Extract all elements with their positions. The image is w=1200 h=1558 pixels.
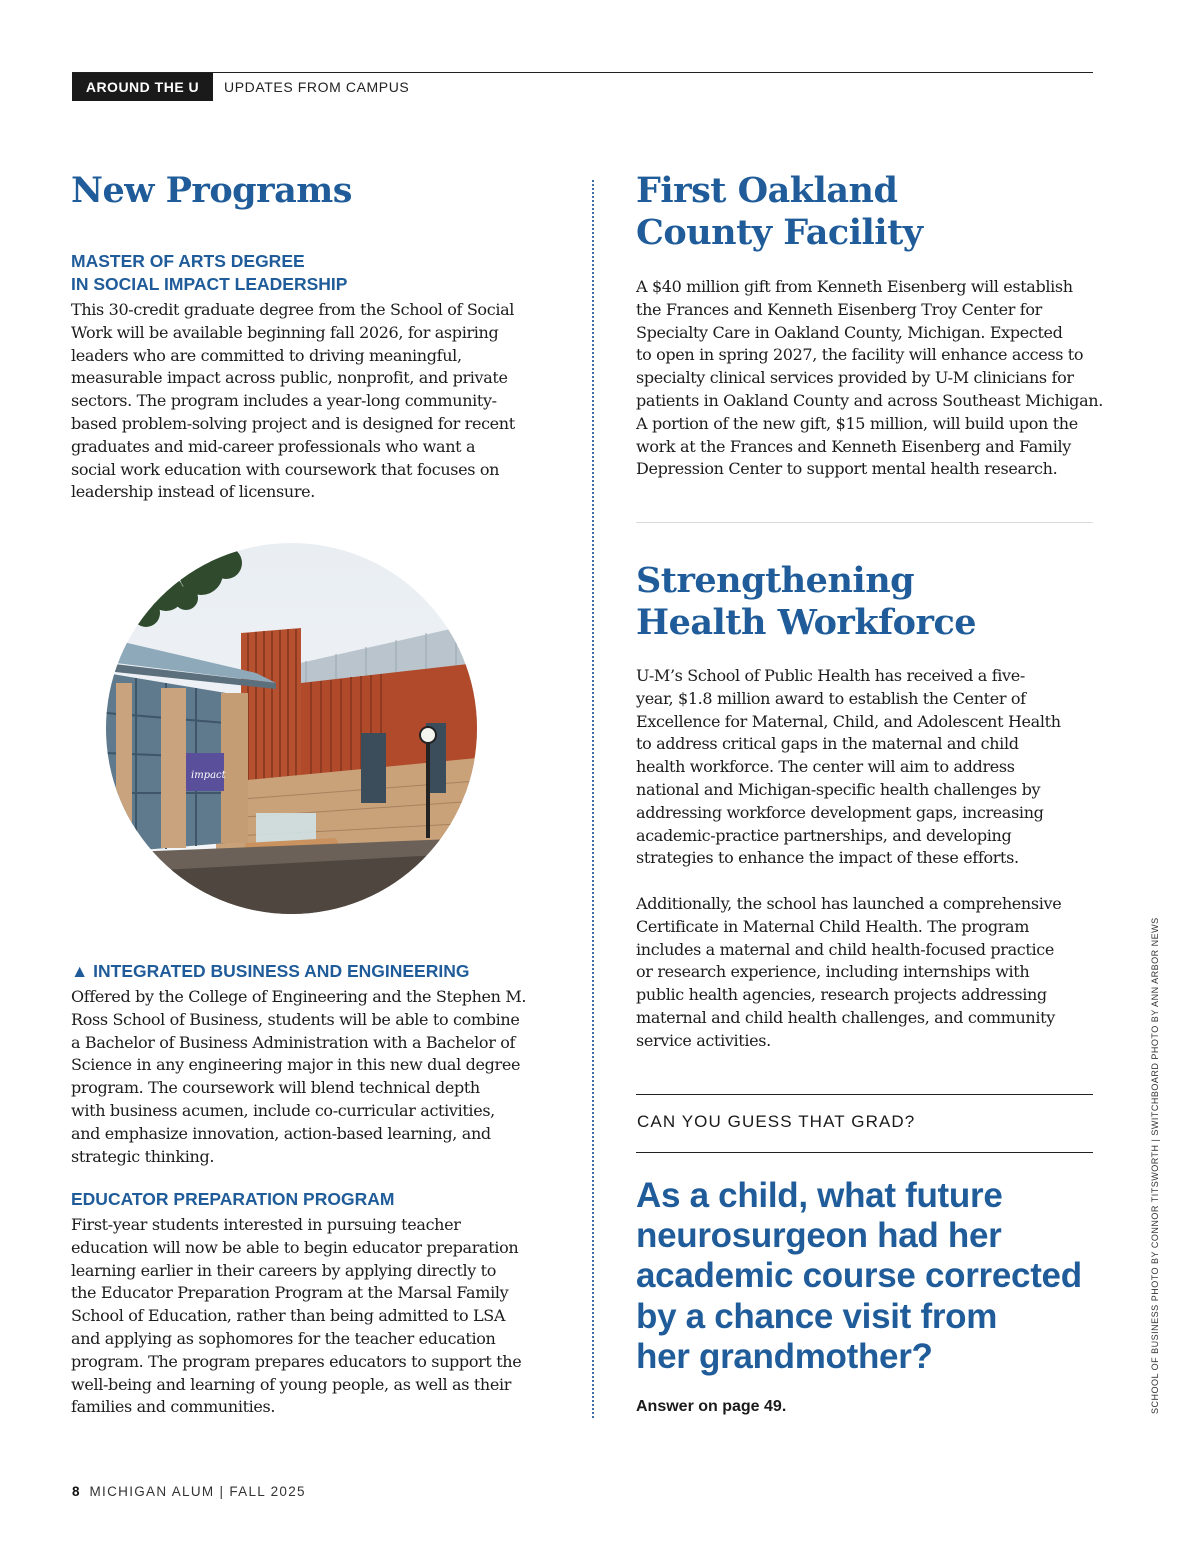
program-2-body: Offered by the College of Engineering and the Stephen M. Ross School of Business, students will be able to combine a Bachelor of Business Administration with a Bachelor of Science in any engineering major in this new dual degree program. The coursework will blend technical depth with business acumen, include co-curricular activities, and emphasize innovation, action-based learning, and strategic thinking. bbox=[71, 987, 527, 1166]
program-1-heading-line-1: MASTER OF ARTS DEGREE bbox=[71, 251, 305, 271]
section-tag: AROUND THE U bbox=[72, 73, 213, 101]
section-separator bbox=[636, 522, 1093, 523]
column-divider bbox=[592, 180, 594, 1418]
workforce-body-2: Additionally, the school has launched a comprehensive Certificate in Maternal Child Health. The program includes a maternal and child health-focused practice or research experience, including internships with public health agencies, research projects addressing maternal and child health challenges, and community service activities. bbox=[636, 894, 1062, 1050]
publication-name: MICHIGAN ALUM | FALL 2025 bbox=[89, 1484, 306, 1499]
photo-credit: SCHOOL OF BUSINESS PHOTO BY CONNOR TITSWORTH | SWITCHBOARD PHOTO BY ANN ARBOR NEWS bbox=[1150, 917, 1160, 1414]
workforce-title: Strengthening Health Workforce bbox=[636, 560, 977, 643]
quiz-top-rule bbox=[636, 1094, 1093, 1095]
oakland-body: A $40 million gift from Kenneth Eisenberg will establish the Frances and Kenneth Eisenberg Troy Center for Specialty Care in Oakland County, Michigan. Expected to open in spring 2027, the facility will enhance access to specialty clinical services provided by U-M clinicians for patients in Oakland County and across Southeast Michigan. A portion of the new gift, $15 million, will build upon the work at the Frances and Kenneth Eisenberg and Family Depression Center to support mental health research. bbox=[636, 277, 1103, 479]
svg-text:impact: impact bbox=[191, 770, 226, 781]
quiz-answer-note: Answer on page 49. bbox=[636, 1398, 787, 1415]
program-1-body: This 30-credit graduate degree from the School of Social Work will be available beginning fall 2026, for aspiring leaders who are committed to driving meaningful, measurable impact across public, nonprofit, and private sectors. The program includes a year-long community- based problem-solving project and is designed for recent graduates and mid-career professionals who want a social work education with coursework that focuses on leadership instead of licensure. bbox=[71, 300, 515, 502]
program-1-heading-line-2: IN SOCIAL IMPACT LEADERSHIP bbox=[71, 274, 348, 294]
business-school-photo bbox=[106, 543, 477, 914]
quiz-bottom-rule bbox=[636, 1152, 1093, 1153]
page-number: 8 bbox=[72, 1484, 80, 1499]
program-1-heading bbox=[71, 250, 347, 296]
page-footer bbox=[72, 1484, 306, 1499]
quiz-question: As a child, what future neurosurgeon had her academic course corrected by a chance visit from her grandmother? bbox=[636, 1176, 1082, 1376]
program-2-heading: ▲ INTEGRATED BUSINESS AND ENGINEERING bbox=[71, 961, 470, 981]
section-subtitle: UPDATES FROM CAMPUS bbox=[224, 79, 410, 95]
new-programs-title: New Programs bbox=[71, 170, 353, 211]
workforce-body-1: U-M’s School of Public Health has received a five- year, $1.8 million award to establish the Center of Excellence for Maternal, Child, and Adolescent Health to address critical gaps in the maternal and child health workforce. The center will aim to address national and Michigan-specific health challenges by addressing workforce development gaps, increasing academic-practice partnerships, and developing strategies to enhance the impact of these efforts. bbox=[636, 666, 1061, 868]
quiz-label: CAN YOU GUESS THAT GRAD? bbox=[637, 1112, 916, 1131]
program-3-body: First-year students interested in pursuing teacher education will now be able to begin educator preparation learning earlier in their careers by applying directly to the Educator Preparation Program at the Marsal Family School of Education, rather than being admitted to LSA and applying as sophomores for the teacher education program. The program prepares educators to support the well-being and learning of young people, as well as their families and communities. bbox=[71, 1215, 522, 1417]
oakland-title: First Oakland County Facility bbox=[636, 170, 923, 253]
program-3-heading: EDUCATOR PREPARATION PROGRAM bbox=[71, 1189, 395, 1209]
